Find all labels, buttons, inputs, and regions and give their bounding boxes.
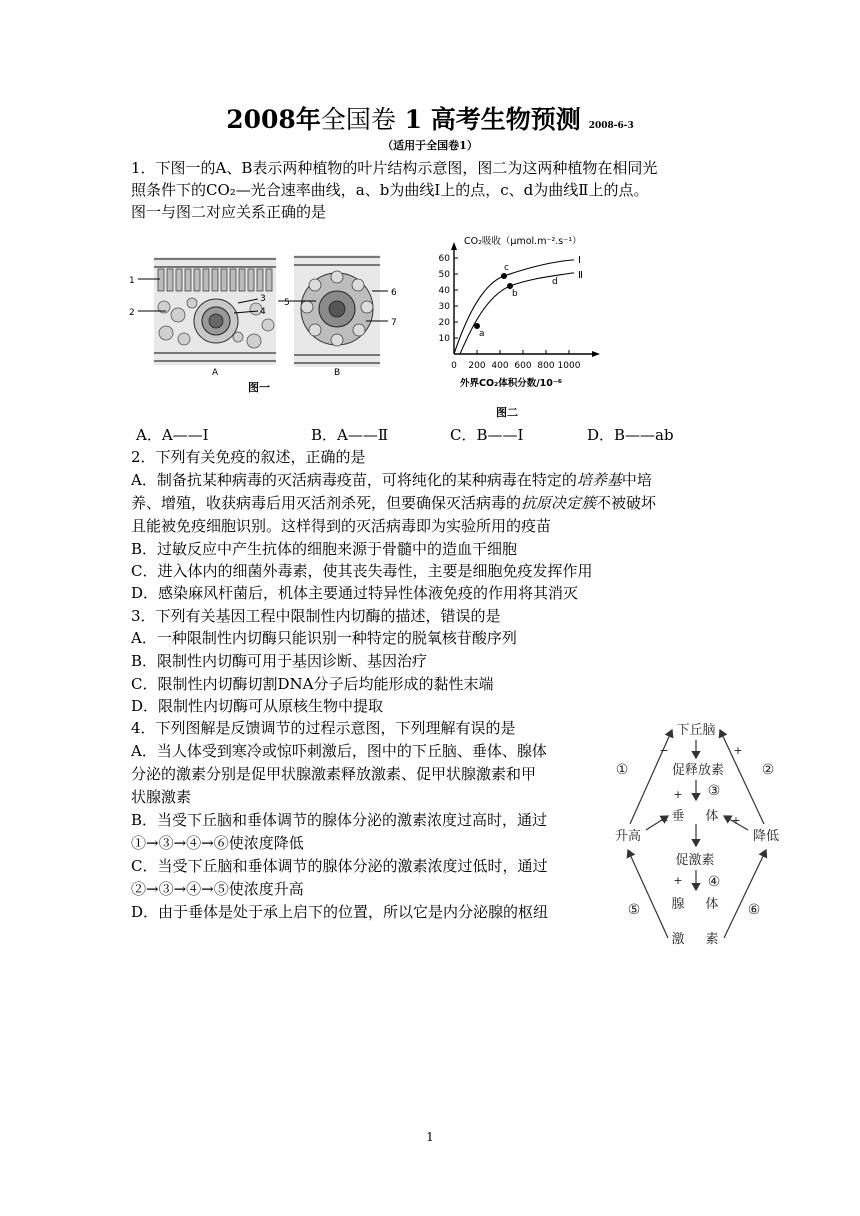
y-tick-label: 40 <box>438 286 450 296</box>
node-pituitary-1: 垂 <box>671 809 685 824</box>
label-rise: 升高 <box>614 829 642 844</box>
x-tick-label: 0 <box>451 361 457 371</box>
fig1-caption: 图一 <box>248 381 270 394</box>
y-tick-label: 10 <box>438 334 450 344</box>
q4-option-c-line2: ②→③→④→⑤使浓度升高 <box>131 880 304 898</box>
point-c <box>501 273 507 279</box>
q3-option-b: B．限制性内切酶可用于基因诊断、基因治疗 <box>131 652 428 670</box>
q1-line1: 1．下图一的A、B表示两种植物的叶片结构示意图，图二为这两种植物在相同光 <box>131 159 658 177</box>
node-gland-2: 体 <box>705 897 719 912</box>
q1-option-d: D．B——ab <box>587 426 674 444</box>
sign-plus-3: + <box>673 788 683 801</box>
mark-3: ③ <box>707 783 721 799</box>
leaf-a <box>138 257 276 365</box>
node-pituitary-2: 体 <box>705 809 719 824</box>
y-tick-label: 50 <box>438 270 450 280</box>
fig1-num-1: 1 <box>129 276 135 286</box>
q1-option-b: B．A——Ⅱ <box>311 426 389 444</box>
q4-option-d-line1: D．由于垂体是处于承上启下的位置，所以它是内分泌腺的枢纽 <box>131 903 549 921</box>
q1-option-a: A．A——Ⅰ <box>136 426 209 444</box>
q3-option-c: C．限制性内切酶切割DNA分子后均能形成的黏性末端 <box>131 675 494 693</box>
x-tick-label: 400 <box>491 361 509 371</box>
y-tick-label: 60 <box>438 254 450 264</box>
q2-option-b: B．过敏反应中产生抗体的细胞来源于骨髓中的造血干细胞 <box>131 540 518 558</box>
fig1-num-4: 4 <box>260 307 266 317</box>
q4-option-a-line2: 分泌的激素分别是促甲状腺激素释放激素、促甲状腺激素和甲 <box>131 765 537 783</box>
node-gland-1: 腺 <box>671 897 685 912</box>
mark-1: ① <box>615 762 629 778</box>
q1-option-c: C．B——Ⅰ <box>450 426 524 444</box>
sign-minus-left: − <box>659 744 669 757</box>
q2-stem: 2．下列有关免疫的叙述，正确的是 <box>131 448 366 466</box>
x-tick-label: 1000 <box>557 361 581 371</box>
q4-option-a-line1: A．当人体受到寒冷或惊吓刺激后，图中的下丘脑、垂体、腺体 <box>131 742 547 760</box>
label-b: b <box>512 289 518 299</box>
fig2-ylabel: CO₂吸收（μmol.m⁻².s⁻¹） <box>464 236 582 247</box>
page-number: 1 <box>426 1130 434 1144</box>
node-hormone-2: 素 <box>705 932 719 947</box>
fig1-label-a: A <box>212 368 219 378</box>
q2-option-d: D．感染麻风杆菌后，机体主要通过特异性体液免疫的作用将其消灭 <box>131 584 579 602</box>
mark-5: ⑤ <box>627 902 641 918</box>
fig1-num-5: 5 <box>284 298 290 308</box>
x-tick-label: 200 <box>468 361 486 371</box>
mark-2: ② <box>761 762 775 778</box>
q4-option-b-line1: B．当受下丘脑和垂体调节的腺体分泌的激素浓度过高时，通过 <box>131 811 548 829</box>
label-fall: 降低 <box>752 829 780 844</box>
sign-plus-fall: + <box>731 814 741 827</box>
q4-option-a-line3: 状腺激素 <box>131 788 192 806</box>
date: 2008-6-3 <box>588 121 634 131</box>
node-hormone-1: 激 <box>671 932 685 947</box>
fig1-num-6: 6 <box>391 288 397 298</box>
node-release-hormone: 促释放素 <box>671 763 725 778</box>
fig1-num-3: 3 <box>260 294 266 304</box>
feedback-diagram <box>606 712 784 952</box>
label-d: d <box>552 277 558 287</box>
leaf-b <box>278 255 388 367</box>
page-title: 2008年全国卷 1 高考生物预测 2008-6-3 <box>226 105 634 134</box>
sign-plus-right: + <box>733 744 743 757</box>
y-tick-label: 30 <box>438 302 450 312</box>
x-tick-label: 600 <box>514 361 532 371</box>
subtitle: （适用于全国卷1） <box>382 139 478 152</box>
label-c: c <box>504 263 509 273</box>
q2-option-a-line1: A．制备抗某种病毒的灭活病毒疫苗，可将纯化的某种病毒在特定的培养基中培 <box>131 471 652 489</box>
mark-6: ⑥ <box>747 902 761 918</box>
q1-line3: 图一与图二对应关系正确的是 <box>131 203 327 221</box>
mark-4: ④ <box>707 874 721 890</box>
label-a: a <box>479 329 485 339</box>
node-hypothalamus: 下丘脑 <box>676 723 716 738</box>
sign-minus-rise: − <box>659 814 669 827</box>
node-tropic-hormone: 促激素 <box>675 853 715 868</box>
figure-leaf-structure <box>126 245 422 395</box>
q3-option-d: D．限制性内切酶可从原核生物中提取 <box>131 697 384 715</box>
x-tick-label: 800 <box>537 361 555 371</box>
q3-option-a: A．一种限制性内切酶只能识别一种特定的脱氧核苷酸序列 <box>131 629 517 647</box>
figure-co2-chart <box>432 228 608 420</box>
fig2-caption: 图二 <box>496 406 518 419</box>
q2-option-a-line2: 养、增殖，收获病毒后用灭活剂杀死，但要确保灭活病毒的抗原决定簇不被破坏 <box>131 494 657 512</box>
q2-option-c: C．进入体内的细菌外毒素，使其丧失毒性，主要是细胞免疫发挥作用 <box>131 562 593 580</box>
label-curve-I: Ⅰ <box>578 255 581 266</box>
q4-option-b-line2: ①→③→④→⑥使浓度降低 <box>131 834 304 852</box>
curve-I <box>454 260 574 354</box>
fig2-xlabel: 外界CO₂体积分数/10⁻⁶ <box>460 378 563 389</box>
y-tick-label: 20 <box>438 318 450 328</box>
fig1-num-7: 7 <box>391 318 397 328</box>
fig1-num-2: 2 <box>129 308 135 318</box>
q3-stem: 3．下列有关基因工程中限制性内切酶的描述，错误的是 <box>131 607 501 625</box>
q2-option-a-line3: 且能被免疫细胞识别。这样得到的灭活病毒即为实验所用的疫苗 <box>131 517 552 535</box>
q4-option-c-line1: C．当受下丘脑和垂体调节的腺体分泌的激素浓度过低时，通过 <box>131 857 548 875</box>
sign-plus-4: + <box>673 874 683 887</box>
fig1-label-b: B <box>334 368 341 378</box>
q1-line2: 照条件下的CO₂—光合速率曲线，a、b为曲线Ⅰ上的点，c、d为曲线Ⅱ上的点。 <box>131 181 649 199</box>
label-curve-II: Ⅱ <box>578 270 583 281</box>
q4-stem: 4．下列图解是反馈调节的过程示意图，下列理解有误的是 <box>131 719 516 737</box>
